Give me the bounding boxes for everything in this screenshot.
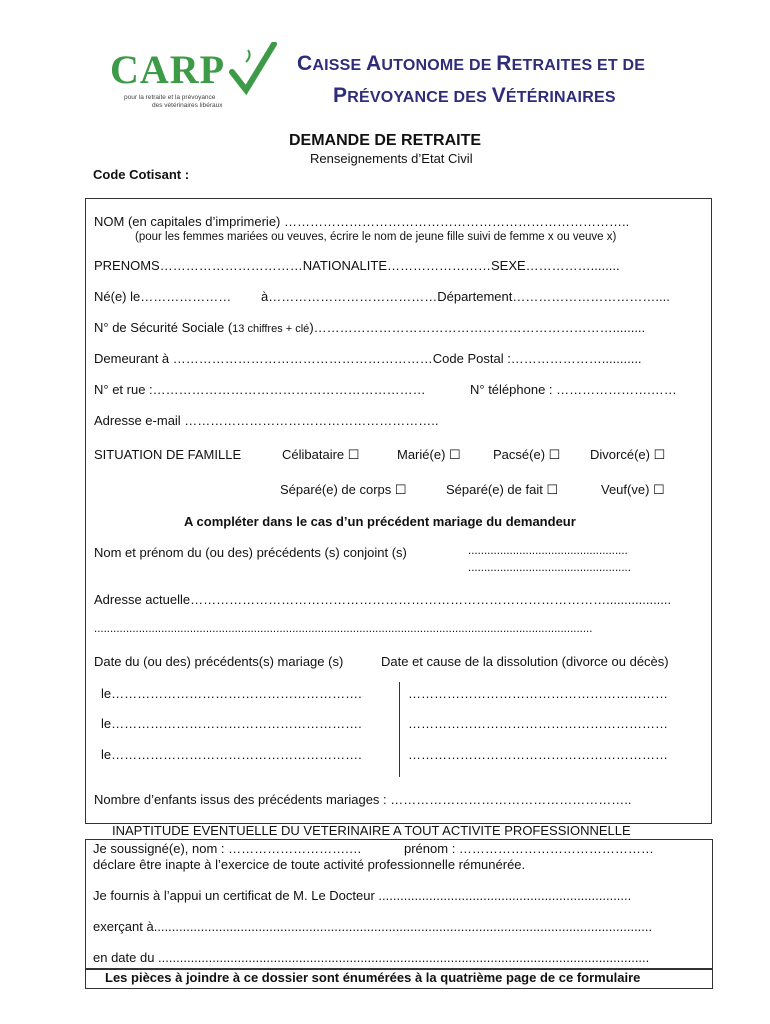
org-name-line-2: PRÉVOYANCE DES VÉTÉRINAIRES: [333, 84, 616, 107]
marriage-date-field-3[interactable]: le………………………………………………….: [101, 747, 362, 762]
code-cotisant-label: Code Cotisant :: [93, 167, 190, 182]
dissolution-field-1[interactable]: ……………………………………………………: [408, 686, 668, 701]
doctor-location-field[interactable]: exerçant à..........................................................................................................................................: [93, 919, 653, 934]
dissolution-field-3[interactable]: ……………………………………………………: [408, 747, 668, 762]
marriage-date-label: Date du (ou des) précédents(s) mariage (s): [94, 654, 344, 669]
page-subtitle: Renseignements d’Etat Civil: [310, 151, 473, 166]
street-field[interactable]: N° et rue :………………………………………………………: [94, 382, 426, 397]
dissolution-field-2[interactable]: ……………………………………………………: [408, 716, 668, 731]
birth-place-field[interactable]: à…………………………………Département……………………………....: [261, 289, 670, 304]
nom-note: (pour les femmes mariées ou veuves, écrire le nom de jeune fille suivi de femme x ou veuve x): [135, 231, 617, 243]
carp-logo: [110, 44, 275, 114]
soussigne-name-field[interactable]: Je soussigné(e), nom : ……………………….…: [93, 841, 362, 856]
logo-text: CARP: [110, 47, 226, 92]
previous-marriage-heading: A compléter dans le cas d’un précédent mariage du demandeur: [184, 514, 576, 529]
marriage-date-field-1[interactable]: le………………………………………………….: [101, 686, 362, 701]
checkbox-separe-fait[interactable]: Séparé(e) de fait ☐: [446, 482, 559, 497]
org-name-line-1: CAISSE AUTONOME DE RETRAITES ET DE: [297, 52, 646, 75]
footer-note: Les pièces à joindre à ce dossier sont énumérées à la quatrième page de ce formulaire: [105, 970, 641, 985]
birth-date-field[interactable]: Né(e) le…………………: [94, 289, 232, 304]
previous-spouse-field-1[interactable]: ..................................................: [468, 545, 628, 557]
inaptitude-heading: INAPTITUDE EVENTUELLE DU VETERINAIRE A TOUT ACTIVITE PROFESSIONNELLE: [112, 823, 631, 838]
social-security-field[interactable]: N° de Sécurité Sociale (13 chiffres + clé)…………………………………………………………….........: [94, 320, 646, 335]
checkbox-celibataire[interactable]: Célibataire ☐: [282, 447, 360, 462]
marriage-date-field-2[interactable]: le………………………………………………….: [101, 716, 362, 731]
nom-field[interactable]: NOM (en capitales d’imprimerie) ……………………………………………………………………..: [94, 214, 630, 229]
certificate-date-field[interactable]: en date du ........................................................................................................................................: [93, 950, 650, 965]
checkbox-divorce[interactable]: Divorcé(e) ☐: [590, 447, 666, 462]
checkbox-marie[interactable]: Marié(e) ☐: [397, 447, 461, 462]
children-count-field[interactable]: Nombre d’enfants issus des précédents mariages : ………………………………………………..: [94, 792, 632, 807]
phone-field[interactable]: N° téléphone : ………………….……: [470, 382, 677, 397]
checkbox-pacse[interactable]: Pacsé(e) ☐: [493, 447, 561, 462]
check-swoosh-icon: [228, 42, 278, 98]
previous-spouse-field-2[interactable]: ...................................................: [468, 562, 631, 574]
doctor-certificate-field[interactable]: Je fournis à l’appui un certificat de M. Le Docteur ......................................................................: [93, 888, 632, 903]
dissolution-label: Date et cause de la dissolution (divorce ou décès): [381, 654, 669, 669]
column-divider: [399, 682, 400, 777]
soussigne-firstname-field[interactable]: prénom : ………………………………………: [404, 841, 654, 856]
address-city-postal-field[interactable]: Demeurant à ……………………………………………………Code Postal :…………………...........: [94, 351, 642, 366]
page-title: DEMANDE DE RETRAITE: [289, 132, 482, 149]
previous-spouse-label: Nom et prénom du (ou des) précédents (s) conjoint (s): [94, 545, 407, 560]
logo-tagline-1: pour la retraite et la prévoyance: [124, 94, 216, 101]
prenoms-nationalite-sexe-field[interactable]: PRENOMS……………………………NATIONALITE……………………SEXE……………........: [94, 258, 620, 273]
previous-address-field[interactable]: Adresse actuelle……………………………………………………………………………………..................: [94, 592, 672, 607]
checkbox-separe-corps[interactable]: Séparé(e) de corps ☐: [280, 482, 407, 497]
logo-tagline-2: des vétérinaires libéraux: [152, 102, 223, 109]
previous-address-field-2[interactable]: ............................................................................................................................................................: [94, 623, 593, 635]
family-situation-label: SITUATION DE FAMILLE: [94, 447, 242, 462]
checkbox-veuf[interactable]: Veuf(ve) ☐: [601, 482, 665, 497]
email-field[interactable]: Adresse e-mail …………………………………………………..: [94, 413, 439, 428]
inaptitude-declaration: déclare être inapte à l’exercice de toute activité professionnelle rémunérée.: [93, 857, 526, 872]
